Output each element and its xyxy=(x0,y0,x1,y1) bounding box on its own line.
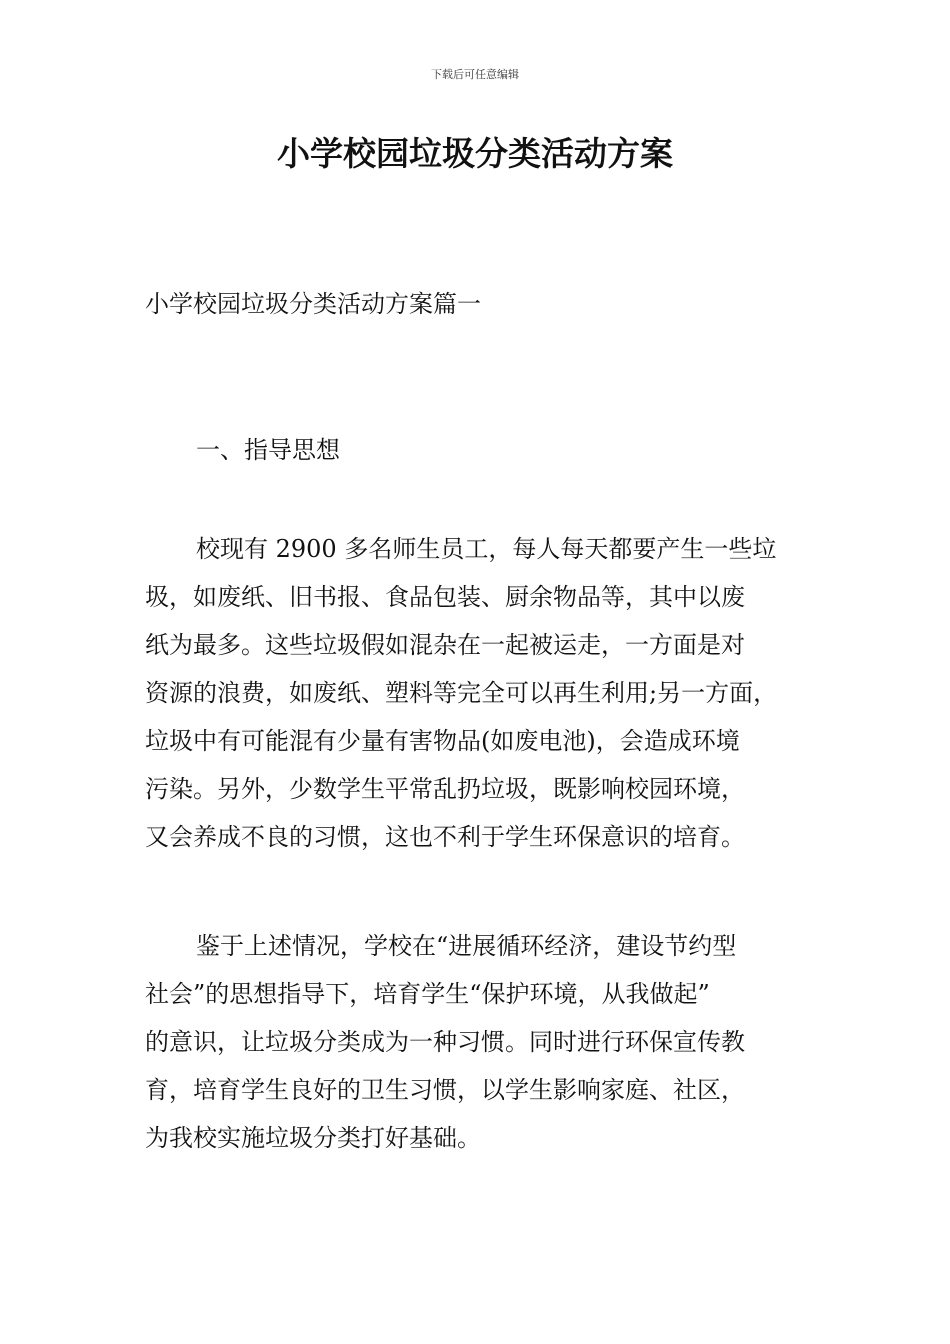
paragraph-2 xyxy=(145,922,825,1162)
paragraph-line: 圾，如废纸、旧书报、食品包装、厨余物品等，其中以废 xyxy=(145,583,745,611)
paragraph-line: 资源的浪费，如废纸、塑料等完全可以再生利用;另一方面， xyxy=(145,679,778,707)
paragraph-line: 育，培育学生良好的卫生习惯，以学生影响家庭、社区， xyxy=(145,1076,745,1104)
paragraph-line: 鉴于上述情况，学校在“进展循环经济，建设节约型 xyxy=(196,932,737,960)
document-title: 小学校园垃圾分类活动方案 xyxy=(277,134,673,173)
paragraph-1 xyxy=(145,525,825,861)
paragraph-line: 社会”的思想指导下，培育学生“保护环境，从我做起” xyxy=(145,980,710,1008)
paragraph-line: 又会养成不良的习惯，这也不利于学生环保意识的培育。 xyxy=(145,823,745,851)
header-note: 下载后可任意编辑 xyxy=(431,68,519,81)
document-subtitle: 小学校园垃圾分类活动方案篇一 xyxy=(145,290,481,318)
paragraph-line: 校现有 2900 多名师生员工，每人每天都要产生一些垃 xyxy=(196,535,777,563)
paragraph-line: 纸为最多。这些垃圾假如混杂在一起被运走，一方面是对 xyxy=(145,631,745,659)
paragraph-line: 为我校实施垃圾分类打好基础。 xyxy=(145,1124,481,1152)
section-heading: 一、指导思想 xyxy=(196,436,340,464)
paragraph-line: 垃圾中有可能混有少量有害物品(如废电池)，会造成环境 xyxy=(145,727,740,755)
paragraph-line: 的意识，让垃圾分类成为一种习惯。同时进行环保宣传教 xyxy=(145,1028,745,1056)
paragraph-line: 污染。另外，少数学生平常乱扔垃圾，既影响校园环境， xyxy=(145,775,745,803)
